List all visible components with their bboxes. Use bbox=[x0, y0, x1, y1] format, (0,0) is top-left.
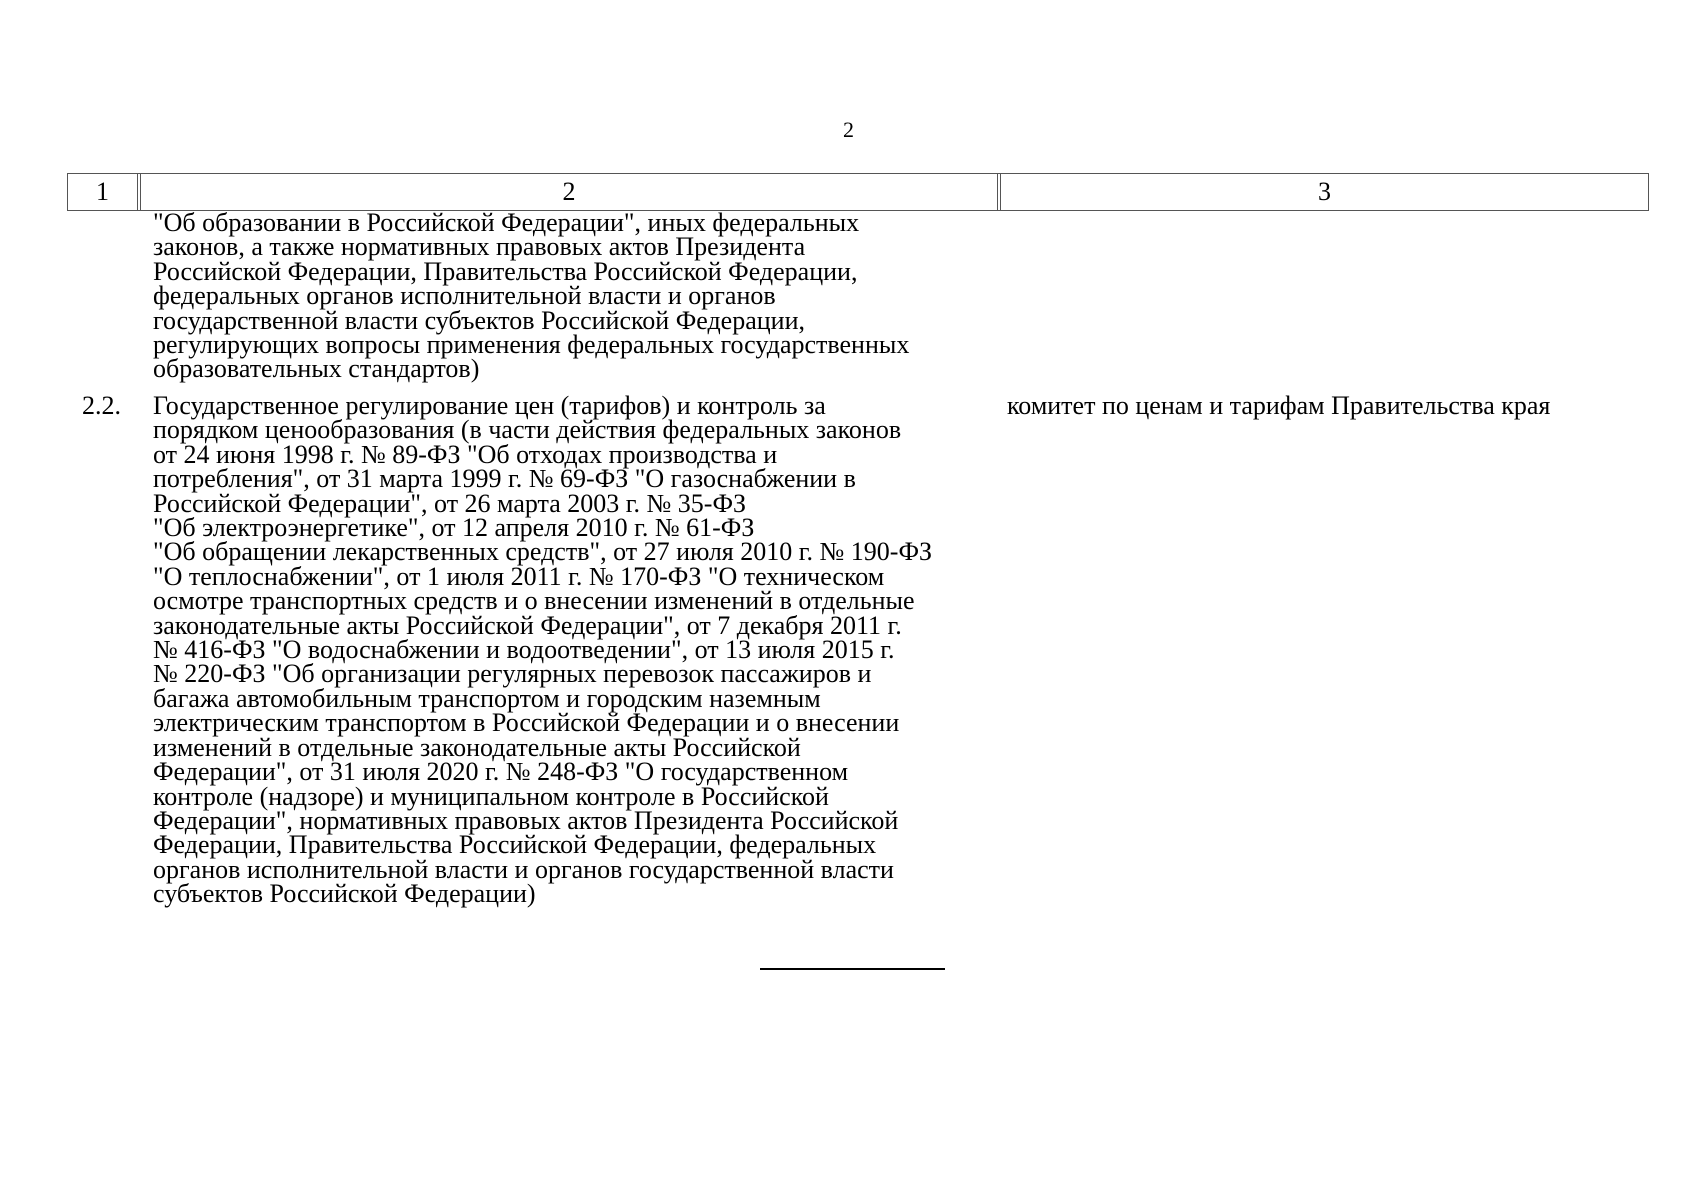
row-responsible-body: комитет по ценам и тарифам Правительства края bbox=[1007, 391, 1551, 420]
table-header-row bbox=[67, 173, 1649, 211]
document-end-divider bbox=[760, 968, 945, 970]
header-cell-1: 1 bbox=[68, 174, 141, 210]
continued-item-text: "Об образовании в Российской Федерации", иных федеральных законов, а также нормативных правовых актов Президента Российской Федерации, Правительства Российской Федерации, федеральных органов исполнительной власти и органов государственной власти субъектов Российской Федерации, регулирующих вопросы применения федеральных государственных образовательных стандартов) bbox=[153, 208, 910, 384]
page-number: 2 bbox=[843, 117, 854, 142]
row-description: Государственное регулирование цен (тарифов) и контроль за порядком ценообразования (в части действия федеральных законов от 24 июня 1998 г. № 89-ФЗ "Об отходах производства и потребления", от 31 марта 1999 г. № 69-ФЗ "О газоснабжении в Российской Федерации", от 26 марта 2003 г. № 35-ФЗ "Об электроэнергетике", от 12 апреля 2010 г. № 61-ФЗ "Об обращении лекарственных средств", от 27 июля 2010 г. № 190-ФЗ "О теплоснабжении", от 1 июля 2011 г. № 170-ФЗ "О техническом осмотре транспортных средств и о внесении изменений в отдельные законодательные акты Российской Федерации", от 7 декабря 2011 г. № 416-ФЗ "О водоснабжении и водоотведении", от 13 июля 2015 г. № 220-ФЗ "Об организации регулярных перевозок пассажиров и багажа автомобильным транспортом и городским наземным электрическим транспортом в Российской Федерации и о внесении изменений в отдельные законодательные акты Российской Федерации", от 31 июля 2020 г. № 248-ФЗ "О государственном контроле (надзоре) и муниципальном контроле в Российской Федерации", нормативных правовых актов Президента Российской Федерации, Правительства Российской Федерации, федеральных органов исполнительной власти и органов государственной власти субъектов Российской Федерации) bbox=[153, 391, 933, 909]
header-cell-3: 3 bbox=[1318, 177, 1331, 206]
row-number: 2.2. bbox=[82, 391, 121, 420]
header-cell-2: 2 bbox=[141, 174, 1001, 210]
